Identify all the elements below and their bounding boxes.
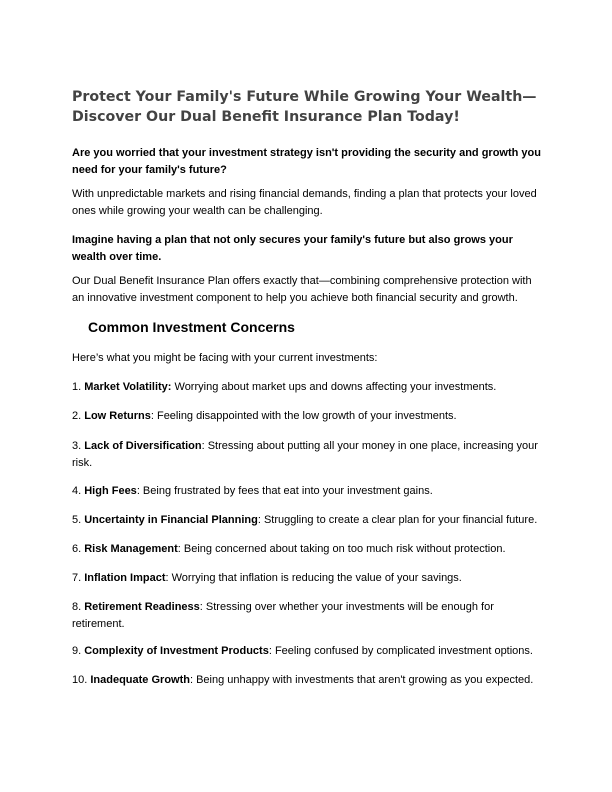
concern-term: Inadequate Growth [90,674,190,686]
concern-desc: : Stressing over whether your investments will be enough for retirement. [72,601,494,630]
concern-term: High Fees [84,485,137,497]
concern-term: Uncertainty in Financial Planning [84,514,258,526]
concern-num: 2. [72,410,85,422]
concern-term: Market Volatility: [84,381,172,393]
concern-item [72,570,542,587]
concern-desc: : Being unhappy with investments that aren't growing as you expected. [189,674,534,686]
concern-num: 4. [72,485,85,497]
concern-num: 1. [72,381,85,393]
concern-term: Inflation Impact [84,572,166,584]
concern-item [72,599,542,633]
question-paragraph: Are you worried that your investment strategy isn't providing the security and growth you need for your family's future? [72,147,541,176]
concern-term: Low Returns [84,410,151,422]
concern-num: 3. [72,440,85,452]
concern-term: Complexity of Investment Products [84,645,269,657]
concern-desc: : Being concerned about taking on too much risk without protection. [177,543,506,555]
problem-paragraph: With unpredictable markets and rising financial demands, finding a plan that protects your loved ones while growing your wealth can be challenging. [72,188,537,217]
concern-desc: : Stressing about putting all your money in one place, increasing your risk. [72,440,538,469]
concern-num: 6. [72,543,85,555]
concern-item [72,379,542,396]
intro-text: Here’s what you might be facing with your current investments: [72,352,378,364]
offer-paragraph: Our Dual Benefit Insurance Plan offers exactly that—combining comprehensive protection with an innovative investment component to help you achieve both financial security and growth. [72,275,532,304]
concern-desc: Worrying about market ups and downs affecting your investments. [171,381,497,393]
concern-item [72,483,542,500]
concern-term: Lack of Diversification [84,440,202,452]
concern-num: 9. [72,645,85,657]
concern-desc: : Worrying that inflation is reducing the value of your savings. [165,572,462,584]
imagine-paragraph: Imagine having a plan that not only secures your family's future but also grows your wealth over time. [72,234,513,263]
concern-term: Retirement Readiness [84,601,200,613]
concern-term: Risk Management [84,543,178,555]
concern-desc: : Feeling confused by complicated investment options. [268,645,533,657]
concern-item [72,541,542,558]
concern-item [72,643,542,660]
concern-item [72,672,542,689]
concern-num: 5. [72,514,85,526]
concern-desc: : Struggling to create a clear plan for your financial future. [257,514,538,526]
section-heading: Common Investment Concerns [88,319,295,335]
concern-desc: : Feeling disappointed with the low growth of your investments. [150,410,457,422]
concern-desc: : Being frustrated by fees that eat into your investment gains. [136,485,433,497]
concern-item [72,512,542,529]
concern-item [72,408,542,425]
concern-num: 7. [72,572,85,584]
concern-num: 8. [72,601,85,613]
concern-item [72,438,542,472]
concern-num: 10. [72,674,91,686]
page-title: Protect Your Family's Future While Growing Your Wealth—Discover Our Dual Benefit Insurance Plan Today! [72,89,537,125]
